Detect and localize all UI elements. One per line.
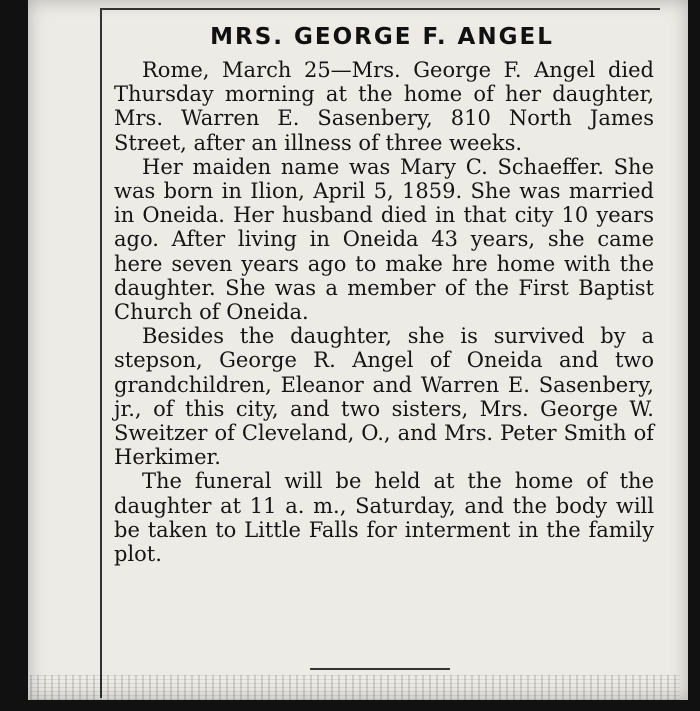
left-rule (100, 8, 102, 698)
obituary-body (114, 58, 654, 566)
obituary-headline: MRS. GEORGE F. ANGEL (210, 24, 554, 50)
paragraph-4: The funeral will be held at the home of the daughter at 11 a. m., Saturday, and the body will be taken to Little Falls for interment in the family plot. (114, 469, 654, 567)
bottom-rule (310, 668, 450, 670)
paper-texture (30, 675, 680, 700)
top-rule (100, 8, 660, 10)
paragraph-2: Her maiden name was Mary C. Schaeffer. She was born in Ilion, April 5, 1859. She was married in Oneida. Her husband died in that city 10 years ago. After living in Oneida 43 years, she came here seven years ago to make hre home with the daughter. She was a member of the First Baptist Church of Oneida. (114, 154, 654, 325)
paragraph-3: Besides the daughter, she is survived by a stepson, George R. Angel of Oneida and two grandchildren, Eleanor and Warren E. Sasenbery, jr., of this city, and two sisters, Mrs. George W. Sweitzer of Cleveland, O., and Mrs. Peter Smith of Herkimer. (114, 324, 654, 470)
paragraph-1: Rome, March 25—Mrs. George F. Angel died Thursday morning at the home of her daughter, Mrs. Warren E. Sasenbery, 810 North James Street, after an illness of three weeks. (114, 58, 654, 155)
